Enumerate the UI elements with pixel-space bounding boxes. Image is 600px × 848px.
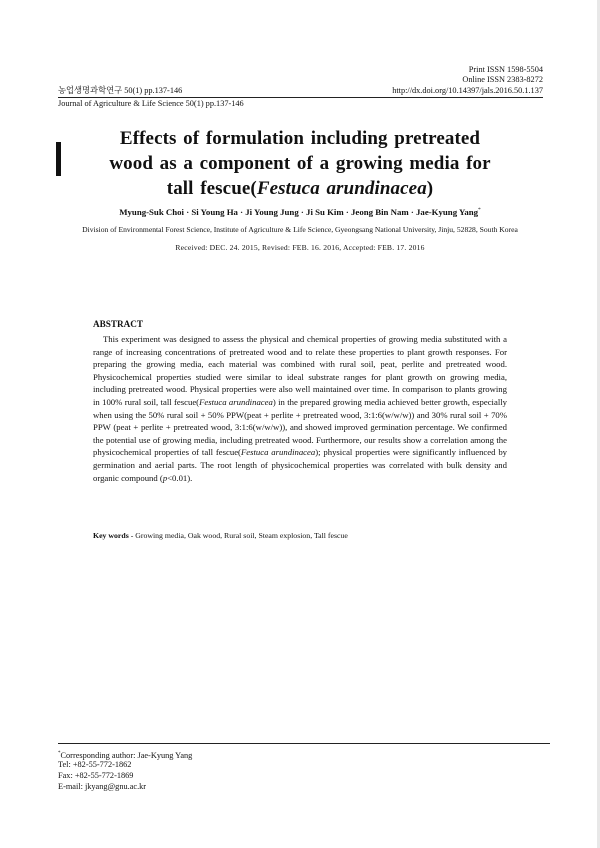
- abstract-part-1: This experiment was designed to assess the physical and chemical properties of growing media substituted with a range of increasing concentrations of pretreated wood and to relate these properties to plant growth responses. For preparing the growing media, each material was combined with rural soil, peat, perlite and pretreated wood. Physicochemical properties studied were similar to ideal substrate ranges for plant growth on growing media, including pretreated wood. Physical properties were also well maintained over time. In comparison to plants growing in 100% rural soil, tall fescue(: [93, 334, 507, 407]
- abstract-p-value-symbol: p: [162, 472, 168, 483]
- author-names: Myung-Suk Choi · Si Young Ha · Ji Young Jung · Ji Su Kim · Jeong Bin Nam · Jae-Kyung Yang: [119, 207, 479, 217]
- doi-link[interactable]: http://dx.doi.org/10.14397/jals.2016.50.1.137: [392, 86, 543, 95]
- title-line-2: wood as a component of a growing media for: [109, 153, 491, 174]
- footnote-telephone: Tel: +82-55-772-1862: [58, 760, 132, 769]
- footnote-mark: *: [58, 751, 61, 756]
- title-line-1: Effects of formulation including pretreated: [119, 128, 481, 149]
- corresponding-author-mark: *: [478, 207, 481, 214]
- abstract-part-3: ); physical properties were significantly influenced by germination and aerial parts. The root length of physicochemical properties was correlated with bulk density and organic compound (: [93, 447, 508, 483]
- abstract-body: [93, 333, 507, 484]
- abstract-species-2: Festuca arundinacea: [240, 447, 316, 458]
- footnote-email[interactable]: E-mail: jkyang@gnu.ac.kr: [58, 782, 147, 791]
- issn-online: Online ISSN 2383-8272: [462, 75, 543, 84]
- keywords-values: - Growing media, Oak wood, Rural soil, Steam explosion, Tall fescue: [130, 531, 348, 540]
- abstract-heading: ABSTRACT: [93, 319, 144, 329]
- issn-print: Print ISSN 1598-5504: [468, 65, 543, 74]
- abstract-species-1: Festuca arundinacea: [199, 396, 273, 407]
- submission-dates: Received: DEC. 24. 2015, Revised: FEB. 16. 2016, Accepted: FEB. 17. 2016: [175, 243, 425, 252]
- abstract-part-2: ) in the prepared growing media achieved better growth, especially when using the 50% rural soil + 50% PPW(peat + perlite + pretreated wood, 3:1:6(w/w/w)) and 30% rural soil + 70% PPW (peat + perlite + pretreated wood, 3:1:6(w/w/w)), and showed improved germination percentage. We confirmed the potential use of growing media, including pretreated wood. Furthermore, our results show a correlation among the physicochemical properties of tall fescue(: [93, 396, 507, 458]
- footnote-fax: Fax: +82-55-772-1869: [58, 771, 134, 780]
- footnote-divider: [58, 743, 550, 744]
- journal-english-citation: Journal of Agriculture & Life Science 50(1) pp.137-146: [58, 99, 244, 108]
- title-line-3: [60, 176, 540, 201]
- title-line-3-suffix: ): [426, 178, 434, 199]
- abstract-part-4: <0.01).: [167, 472, 193, 483]
- footnote-author-text: Corresponding author: Jae-Kyung Yang: [60, 750, 193, 760]
- paper-title: [60, 126, 540, 201]
- title-line-3-prefix: tall fescue(: [166, 178, 257, 199]
- author-list: [60, 207, 540, 217]
- author-affiliation: Division of Environmental Forest Science, Institute of Agriculture & Life Science, Gyeongsang National University, Jinju, 52828, South Korea: [82, 225, 518, 234]
- keywords-label: Key words: [93, 531, 129, 540]
- title-species-name: Festuca arundinacea: [256, 178, 427, 199]
- keywords: [93, 531, 513, 540]
- header-divider: [58, 97, 543, 98]
- journal-korean-citation: 농업생명과학연구 50(1) pp.137-146: [58, 86, 183, 95]
